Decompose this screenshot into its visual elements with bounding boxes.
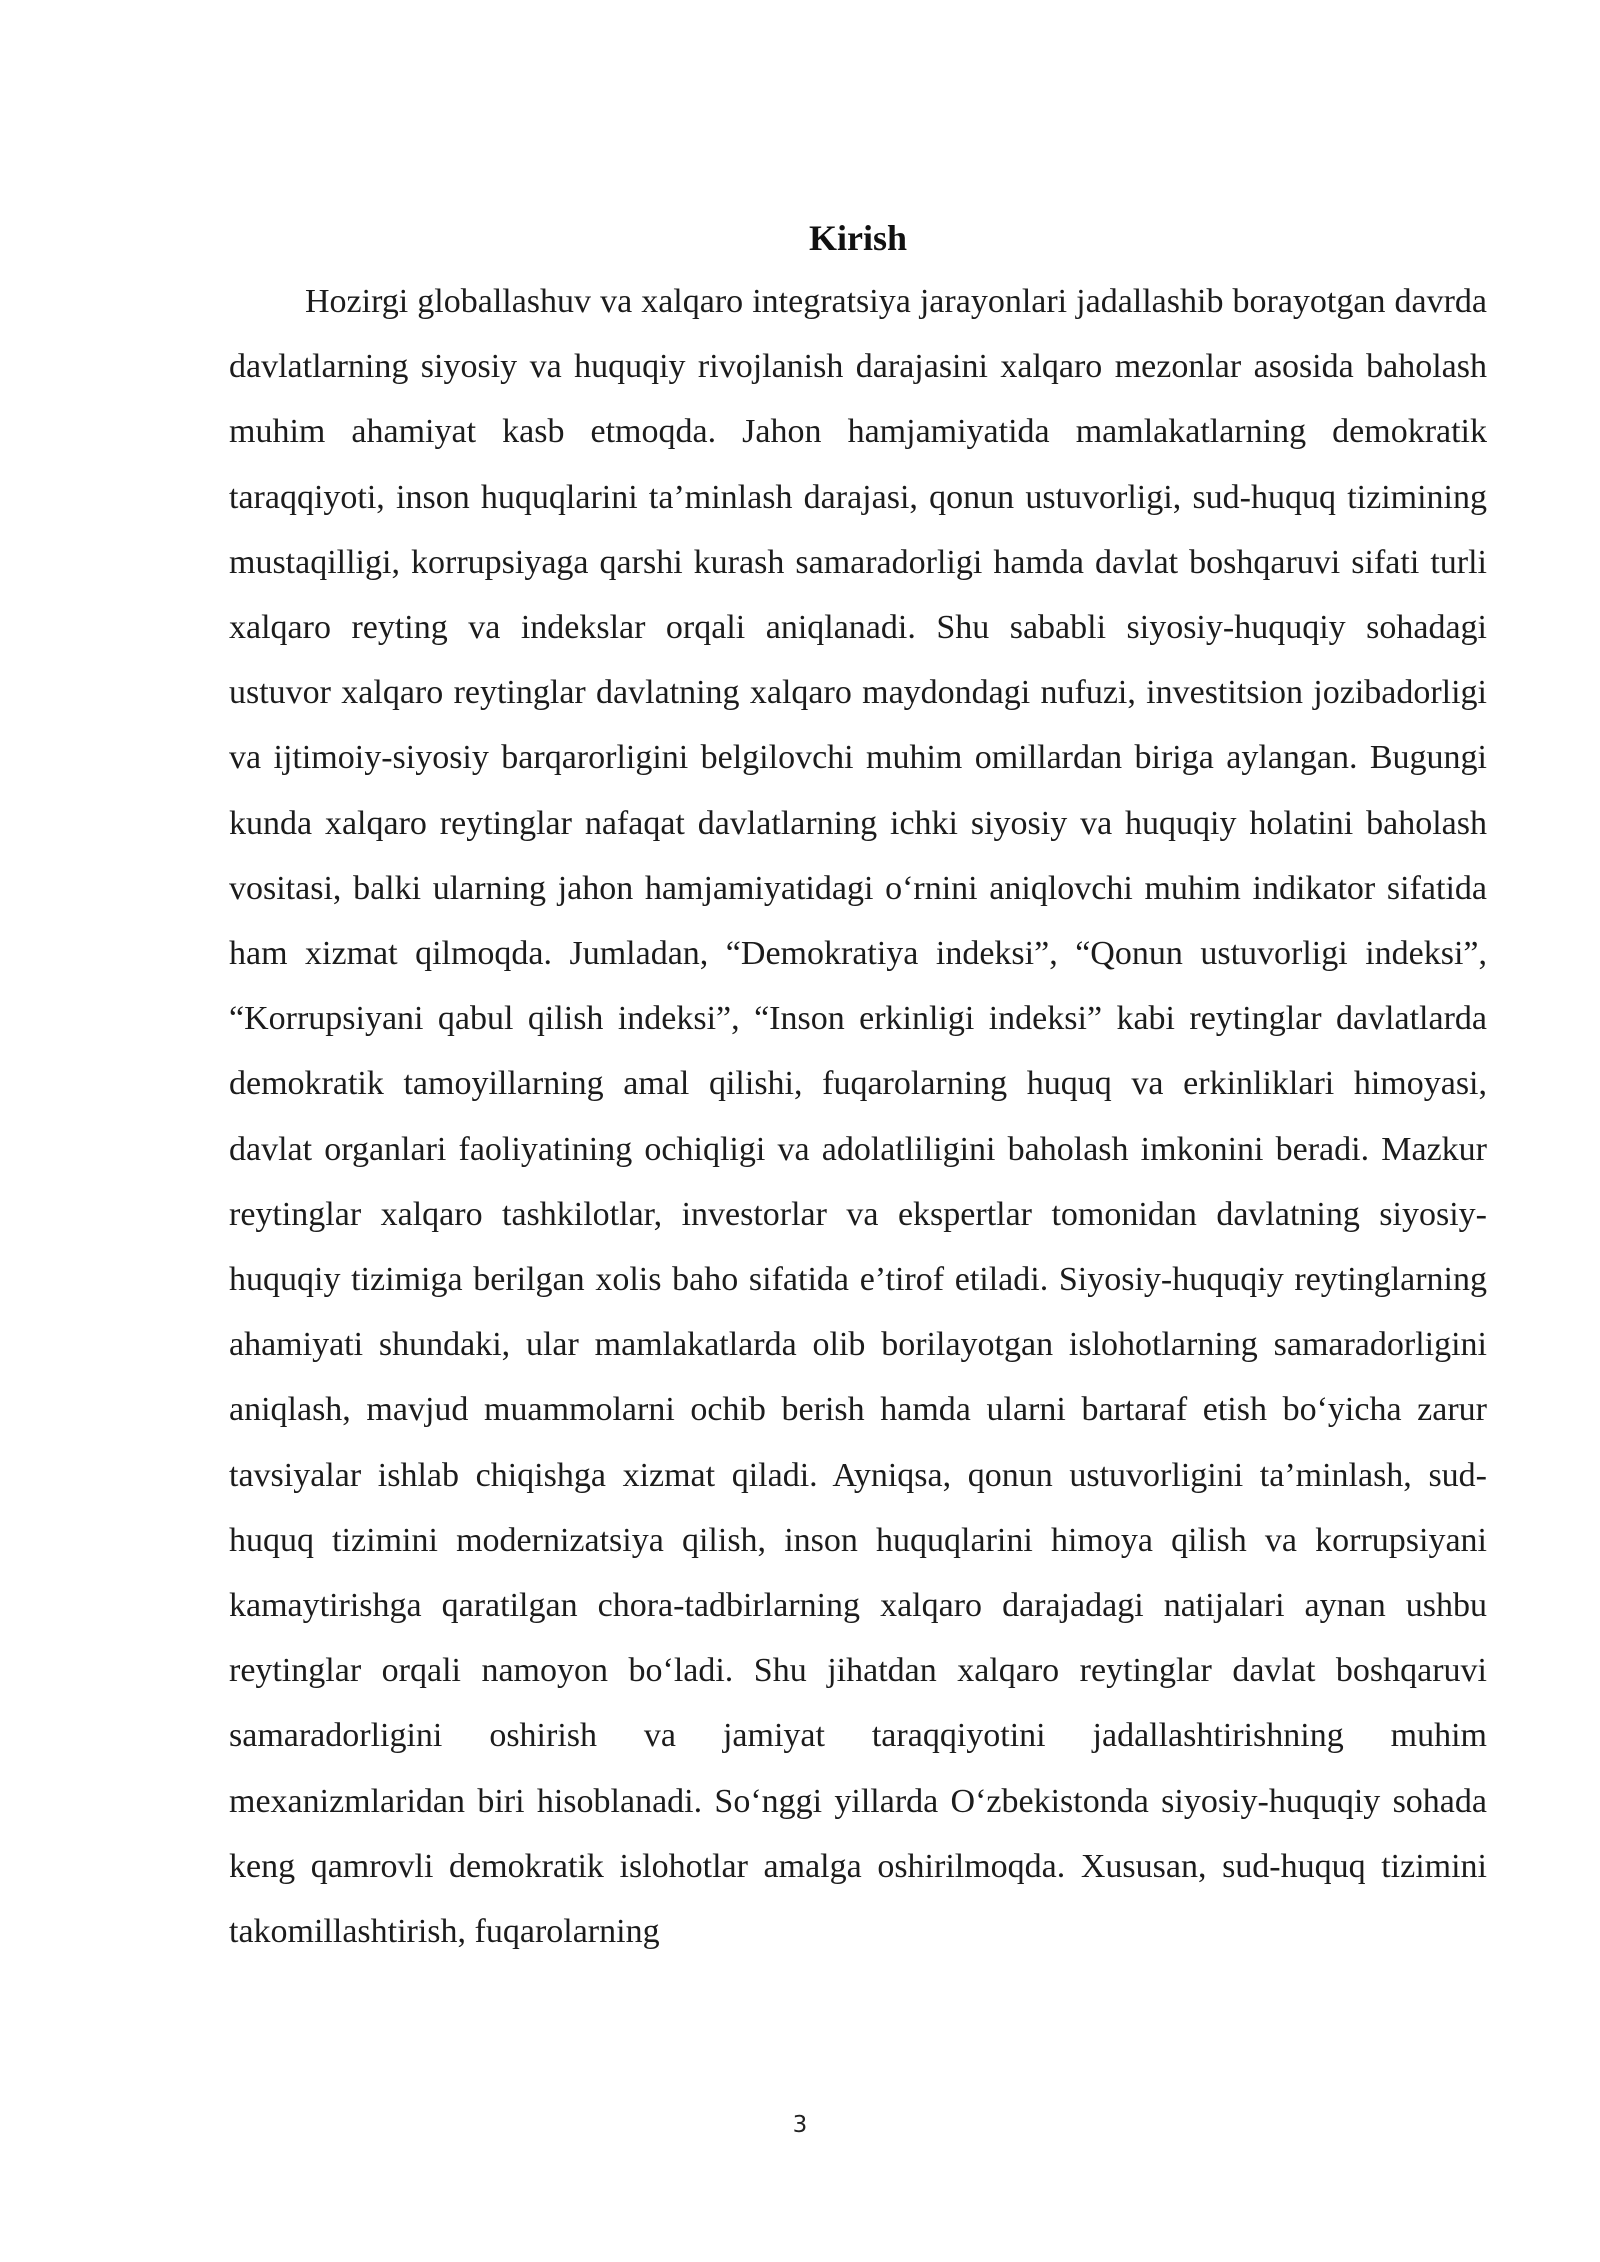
section-heading: Kirish bbox=[808, 218, 907, 258]
body-paragraph: Hozirgi globallashuv va xalqaro integratsiya jarayonlari jadallashib borayotgan davrda davlatlarning siyosiy va huquqiy rivojlanish darajasini xalqaro mezonlar asosida baholash muhim ahamiyat kasb etmoqda. Jahon hamjamiyatida mamlakatlarning demokratik taraqqiyoti, inson huquqlarini ta’minlash darajasi, qonun ustuvorligi, sud-huquq tizimining mustaqilligi, korrupsiyaga qarshi kurash samaradorligi hamda davlat boshqaruvi sifati turli xalqaro reyting va indekslar orqali aniqlanadi. Shu sababli siyosiy-huquqiy sohadagi ustuvor xalqaro reytinglar davlatning xalqaro maydondagi nufuzi, investitsion jozibadorligi va ijtimoiy-siyosiy barqarorligini belgilovchi muhim omillardan biriga aylangan. Bugungi kunda xalqaro reytinglar nafaqat davlatlarning ichki siyosiy va huquqiy holatini baholash vositasi, balki ularning jahon hamjamiyatidagi o‘rnini aniqlovchi muhim indikator sifatida ham xizmat qilmoqda. Jumladan, “Demokratiya indeksi”, “Qonun ustuvorligi indeksi”, “Korrupsiyani qabul qilish indeksi”, “Inson erkinligi indeksi” kabi reytinglar davlatlarda demokratik tamoyillarning amal qilishi, fuqarolarning huquq va erkinliklari himoyasi, davlat organlari faoliyatining ochiqligi va adolatliligini baholash imkonini beradi. Mazkur reytinglar xalqaro tashkilotlar, investorlar va ekspertlar tomonidan davlatning siyosiy-huquqiy tizimiga berilgan xolis baho sifatida e’tirof etiladi. Siyosiy-huquqiy reytinglarning ahamiyati shundaki, ular mamlakatlarda olib borilayotgan islohotlarning samaradorligini aniqlash, mavjud muammolarni ochib berish hamda ularni bartaraf etish bo‘yicha zarur tavsiyalar ishlab chiqishga xizmat qiladi. Ayniqsa, qonun ustuvorligini ta’minlash, sud-huquq tizimini modernizatsiya qilish, inson huquqlarini himoya qilish va korrupsiyani kamaytirishga qaratilgan chora-tadbirlarning xalqaro darajadagi natijalari aynan ushbu reytinglar orqali namoyon bo‘ladi. Shu jihatdan xalqaro reytinglar davlat boshqaruvi samaradorligini oshirish va jamiyat taraqqiyotini jadallashtirishning muhim mexanizmlaridan biri hisoblanadi. So‘nggi yillarda O‘zbekistonda siyosiy-huquqiy sohada keng qamrovli demokratik islohotlar amalga oshirilmoqda. Xususan, sud-huquq tizimini takomillashtirish, fuqarolarning bbox=[229, 283, 1487, 1951]
page-content bbox=[229, 212, 1487, 1964]
page-number: 3 bbox=[792, 2112, 808, 2138]
